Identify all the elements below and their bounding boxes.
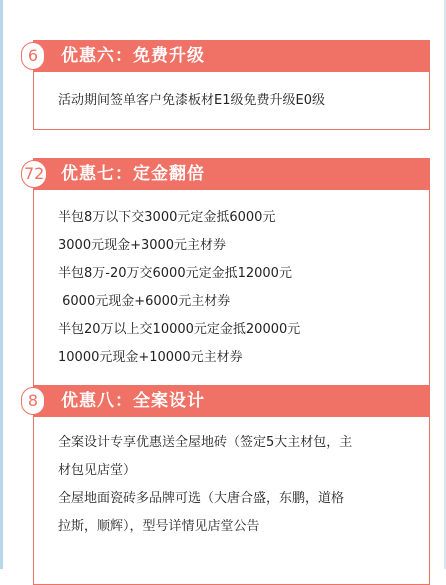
offer-section-7 <box>24 158 430 400</box>
offer-body <box>33 72 430 130</box>
offer-line: 半包8万-20万交6000元定金抵12000元 <box>58 266 292 281</box>
offer-number-badge: 72 <box>21 160 47 188</box>
offer-title: 优惠八：全案设计 <box>61 391 205 411</box>
offer-number-badge: 8 <box>21 387 45 415</box>
offer-line: 全屋地面瓷砖多品牌可选（大唐合盛，东鹏，道格 <box>58 491 345 506</box>
offer-section-6 <box>27 40 430 130</box>
offer-title: 优惠七：定金翻倍 <box>61 164 205 184</box>
offer-header <box>27 40 430 72</box>
offer-line: 材包见店堂） <box>58 463 137 478</box>
left-border-line <box>0 0 3 569</box>
offer-line: 半包20万以上交10000元定金抵20000元 <box>58 322 301 337</box>
offer-header <box>27 385 430 417</box>
offer-number-badge: 6 <box>21 42 45 70</box>
offer-line: 拉斯，顺辉），型号详情见店堂公告 <box>58 519 260 534</box>
offer-line: 6000元现金+6000元主材券 <box>58 294 231 309</box>
offer-line: 全案设计专享优惠送全屋地砖（签定5大主材包，主 <box>58 435 353 450</box>
offer-line: 活动期间签单客户免漆板材E1级免费升级E0级 <box>58 93 325 108</box>
offer-body <box>33 190 430 400</box>
offer-title: 优惠六：免费升级 <box>61 46 205 66</box>
offer-body <box>33 417 430 585</box>
offer-line: 半包8万以下交3000元定金抵6000元 <box>58 210 276 225</box>
offer-header <box>24 158 430 190</box>
offer-line: 3000元现金+3000元主材券 <box>58 238 227 253</box>
offer-line: 10000元现金+10000元主材券 <box>58 350 243 365</box>
offer-section-8 <box>27 385 430 585</box>
